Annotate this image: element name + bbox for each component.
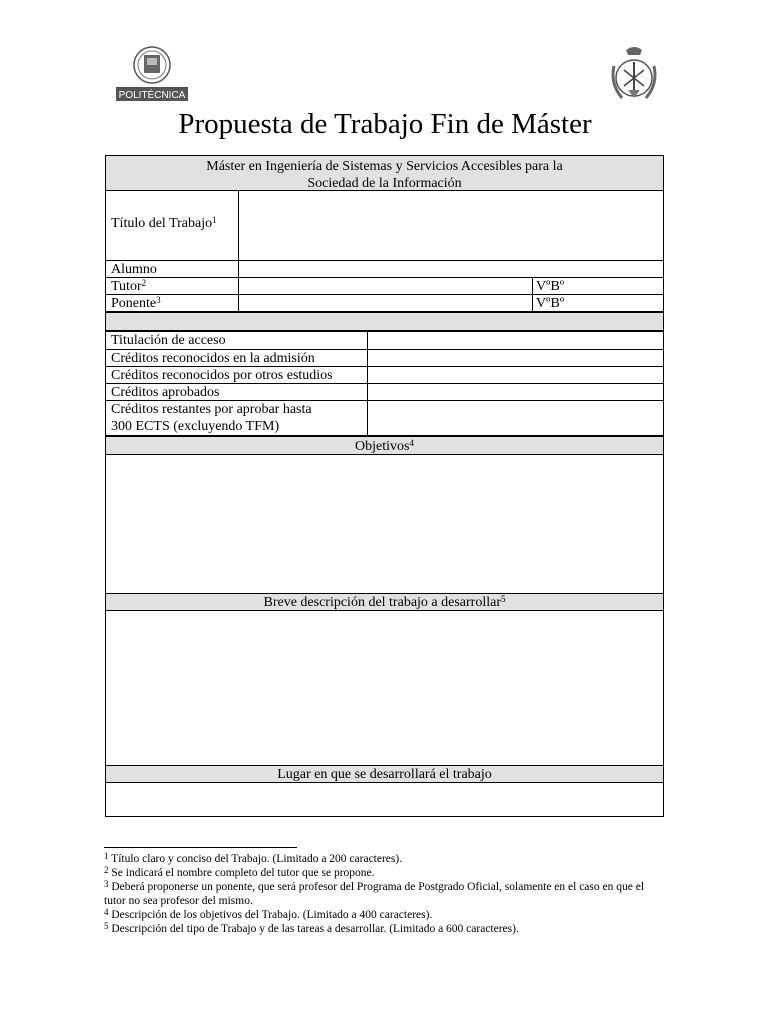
ponente-field[interactable] (238, 295, 532, 311)
creditos-admision-field[interactable] (367, 350, 663, 366)
footnote-3-number: 3 (104, 879, 109, 889)
footnote-4-text: Descripción de los objetivos del Trabajo. (Limitado a 400 caracteres). (111, 909, 433, 921)
creditos-aprobados-label: Créditos aprobados (111, 385, 220, 400)
creditos-admision-label: Créditos reconocidos en la admisión (111, 351, 315, 366)
objetivos-label: Objetivos (355, 439, 410, 454)
upm-emblem-icon (113, 44, 191, 102)
lugar-label: Lugar en que se desarrollará el trabajo (277, 767, 492, 782)
tutor-field[interactable] (238, 278, 532, 294)
footnote-1-number: 1 (104, 851, 109, 861)
footnote-5-text: Descripción del tipo de Trabajo y de las tareas a desarrollar. (Limitado a 600 caracteres). (111, 923, 519, 935)
footnote-2-text: Se indicará el nombre completo del tutor que se propone. (111, 867, 375, 879)
creditos-restantes-row (106, 401, 663, 437)
footnote-4 (104, 908, 664, 922)
creditos-aprobados-field[interactable] (367, 384, 663, 400)
titulacion-field[interactable] (367, 332, 663, 349)
ponente-label: Ponente (111, 296, 157, 311)
tutor-row (106, 278, 663, 295)
ponente-label-cell (106, 295, 238, 311)
footnote-1-text: Título claro y conciso del Trabajo. (Limitado a 200 caracteres). (111, 853, 403, 865)
footnote-1 (104, 852, 664, 866)
ponente-vobo-cell[interactable] (532, 295, 663, 311)
titulacion-label: Titulación de acceso (111, 333, 226, 348)
creditos-otros-row (106, 367, 663, 384)
creditos-otros-field[interactable] (367, 367, 663, 383)
footnote-divider (104, 847, 297, 848)
footnote-ref-2: 2 (141, 278, 147, 288)
spacer-row (106, 313, 663, 332)
alumno-label: Alumno (111, 262, 157, 277)
program-line-1: Máster en Ingeniería de Sistemas y Servicios Accesibles para la (206, 159, 563, 174)
tutor-vobo-label: VºBº (536, 279, 565, 294)
page-title: Propuesta de Trabajo Fin de Máster (178, 108, 592, 140)
creditos-aprobados-row (106, 384, 663, 401)
lugar-field[interactable] (106, 783, 663, 816)
titulo-label-cell (106, 191, 238, 260)
objetivos-field[interactable] (106, 455, 663, 594)
footnote-5 (104, 922, 664, 936)
upm-logo (113, 44, 191, 102)
crest-icon (606, 44, 662, 106)
upm-logo-text: POLITÉCNICA (118, 90, 186, 101)
proposal-form (105, 155, 664, 817)
lugar-header (106, 766, 663, 783)
titulo-row (106, 191, 663, 261)
program-line-2: Sociedad de la Información (307, 176, 462, 191)
tutor-label-cell (106, 278, 238, 294)
footnote-4-number: 4 (104, 907, 109, 917)
descripcion-field[interactable] (106, 611, 663, 766)
tutor-vobo-cell[interactable] (532, 278, 663, 294)
footnote-3-text: Deberá proponerse un ponente, que será profesor del Programa de Postgrado Oficial, solamente en el caso en que el tutor no sea profesor del mismo. (104, 881, 645, 907)
titulacion-row (106, 332, 663, 350)
school-crest-logo (606, 44, 662, 106)
descripcion-label: Breve descripción del trabajo a desarrollar (263, 595, 501, 610)
ponente-row (106, 295, 663, 313)
creditos-restantes-line-2: 300 ECTS (excluyendo TFM) (111, 419, 280, 434)
objetivos-header (106, 437, 663, 455)
creditos-otros-label: Créditos reconocidos por otros estudios (111, 368, 333, 383)
creditos-restantes-line-1: Créditos restantes por aprobar hasta (111, 402, 312, 417)
footnote-ref-4: 4 (409, 438, 414, 448)
footnote-ref-3: 3 (156, 295, 161, 305)
creditos-admision-row (106, 350, 663, 367)
titulo-field[interactable] (238, 191, 663, 260)
ponente-vobo-label: VºBº (536, 296, 565, 311)
alumno-row (106, 261, 663, 278)
footnote-2 (104, 866, 664, 880)
creditos-restantes-label (106, 401, 367, 435)
alumno-field[interactable] (238, 261, 663, 277)
creditos-restantes-field[interactable] (367, 401, 663, 435)
footnotes (104, 852, 664, 936)
descripcion-header (106, 594, 663, 611)
footnote-ref-1: 1 (212, 215, 217, 225)
footnote-5-number: 5 (104, 921, 109, 931)
footnote-2-number: 2 (104, 865, 109, 875)
footnote-ref-5: 5 (501, 594, 506, 604)
footnote-3 (104, 880, 664, 908)
program-header-row (106, 156, 663, 191)
tutor-label: Tutor (111, 279, 142, 294)
titulo-label: Título del Trabajo (111, 216, 213, 231)
